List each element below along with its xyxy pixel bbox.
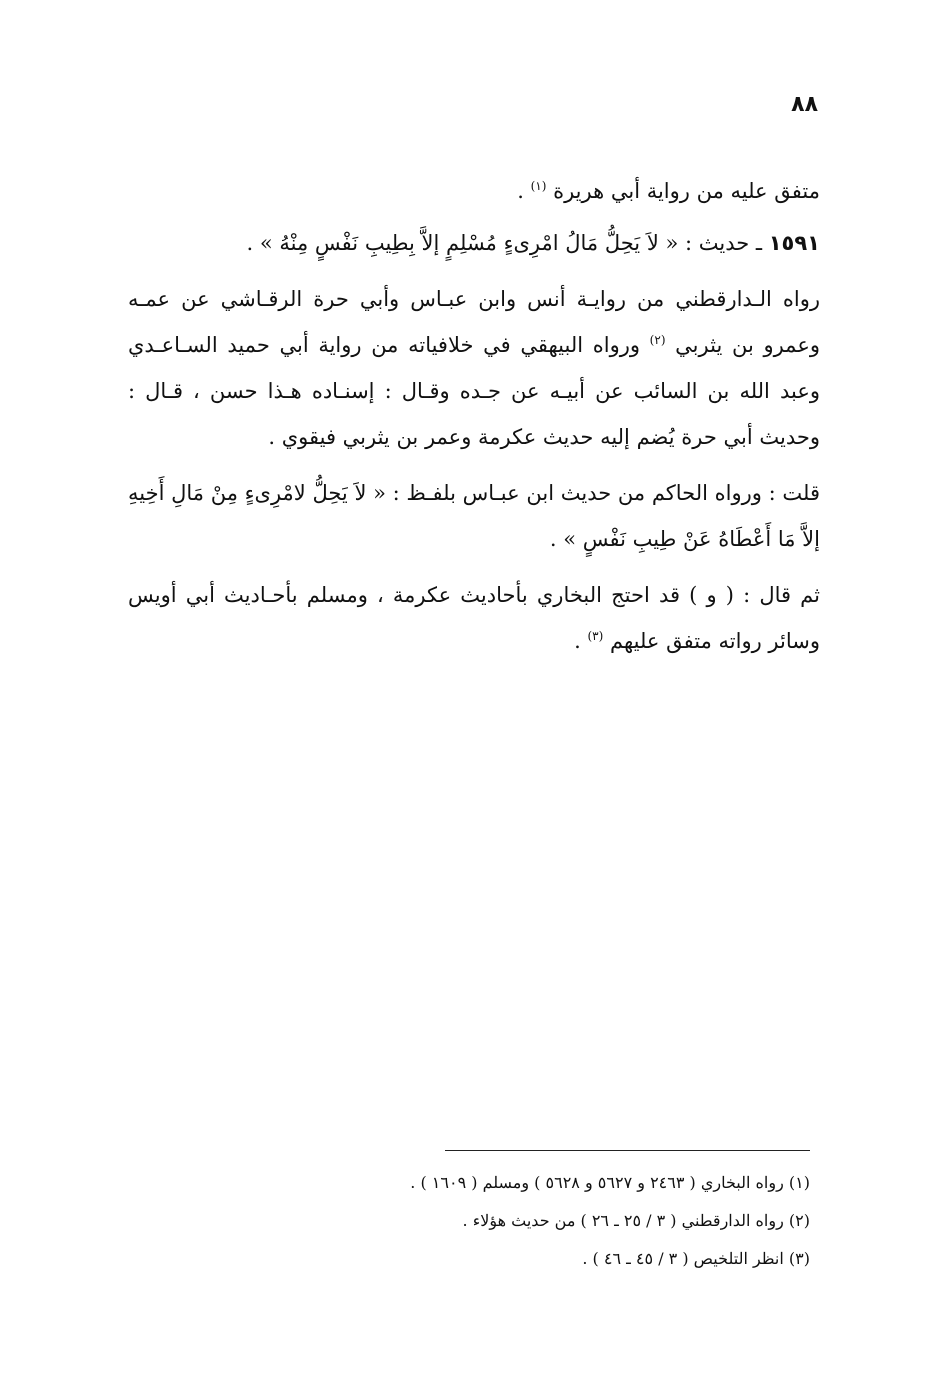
paragraph-1-text: متفق عليه من رواية أبي هريرة [553,179,820,203]
paragraph-3-text-b: ورواه البيهقي في خلافياته من رواية أبي حميد السـاعـدي وعبد الله بن السائب عن أبيـه عن جـده وقـال : إسنـاده هـذا حسن ، قـال : وحديث أبي حرة يُضم إليه حديث عكرمة وعمر بن يثربي فيقوي . [128,333,820,449]
hadith-1591 [128,220,820,266]
footnote-ref-2: (٢) [649,333,666,347]
paragraph-4-text: قلت : ورواه الحاكم من حديث ابن عبـاس بلفـظ : « لاَ يَحِلُّ لامْرِىءٍ مِنْ مَالِ أَخِيهِ إلاَّ مَا أَعْطَاهُ عَنْ طِيبِ نَفْسٍ » . [128,481,820,551]
footnote-ref-3: (٣) [587,629,604,643]
paragraph-1-end: . [517,179,524,203]
paragraph-5-end: . [574,629,581,653]
footnote-ref-1: (١) [530,179,547,193]
paragraph-5-text: ثم قال : ( و ) قد احتج البخاري بأحاديث عكرمة ، ومسلم بأحـاديث أبي أويس وسائر رواته متفق عليهم [128,583,820,653]
hadith-text: ـ حديث : « لاَ يَحِلُّ مَالُ امْرِىءٍ مُسْلِمٍ إلاَّ بِطِيبِ نَفْسٍ مِنْهُ » . [246,231,769,255]
main-text [128,168,820,674]
paragraph-5 [128,572,820,664]
paragraph-4 [128,470,820,562]
footnote-1: (١) رواه البخاري ( ٢٤٦٣ و ٥٦٢٧ و ٥٦٢٨ ) ومسلم ( ١٦٠٩ ) . [410,1173,810,1192]
footnotes [300,1164,810,1278]
page-number: ٨٨ [791,92,818,117]
hadith-number: ١٥٩١ [768,231,820,255]
footnote-separator [445,1150,810,1151]
paragraph-3 [128,276,820,460]
paragraph-3-text-a: رواه الـدارقطني من روايـة أنس وابن عبـاس وأبي حرة الرقـاشي عن عمـه وعمرو بن يثربي [128,287,820,357]
footnote-3: (٣) انظر التلخيص ( ٣ / ٤٥ ـ ٤٦ ) . [582,1249,810,1268]
footnote-2: (٢) رواه الدارقطني ( ٣ / ٢٥ ـ ٢٦ ) من حديث هؤلاء . [462,1211,810,1230]
paragraph-1 [128,168,820,214]
